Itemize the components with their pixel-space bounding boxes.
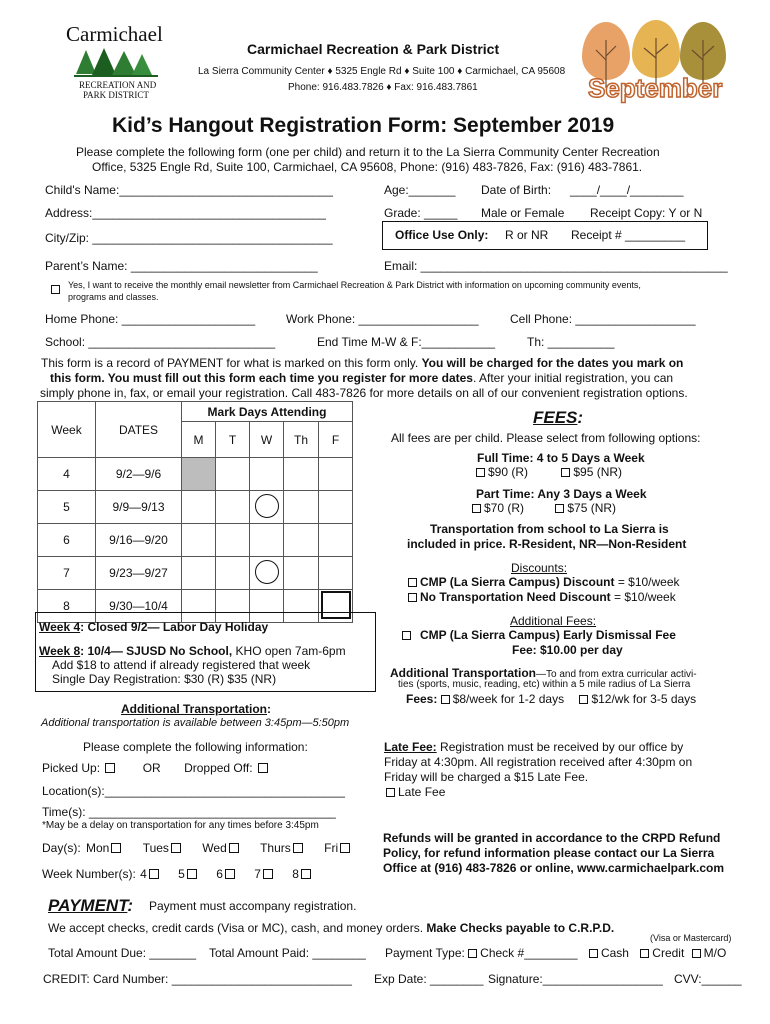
- email-field[interactable]: Email: ______________________________________________: [384, 259, 728, 273]
- mo-checkbox[interactable]: [692, 949, 701, 958]
- full-time-title: Full Time: 4 to 5 Days a Week: [477, 451, 645, 465]
- org-address: La Sierra Community Center ♦ 5325 Engle Rd ♦ Suite 100 ♦ Carmichael, CA 95608: [198, 66, 566, 77]
- transport-prompt: Please complete the following information:: [83, 740, 308, 754]
- dates-cell: 9/9—9/13: [96, 491, 182, 524]
- grade-field[interactable]: Grade: _____: [384, 206, 458, 220]
- notice-line-3: simply phone in, fax, or email your registration. Call 483-7826 for more details on all of our convenient registration options.: [40, 386, 688, 400]
- notice-line-2: this form. You must fill out this form each time you register for more dates. After your initial registration, you can: [50, 371, 674, 385]
- refund-line-1: Refunds will be granted in accordance to the CRPD Refund: [383, 831, 721, 845]
- table-row: [38, 491, 353, 524]
- dates-header: DATES: [96, 402, 182, 458]
- office-use-box: [382, 221, 708, 250]
- discount-cmp-checkbox[interactable]: [408, 578, 417, 587]
- discounts-title: Discounts:: [511, 561, 568, 575]
- week4-checkbox[interactable]: [149, 869, 159, 879]
- day-cell[interactable]: [284, 458, 319, 491]
- september-badge: [582, 20, 728, 105]
- week8-line-2: Add $18 to attend if already registered that week: [52, 658, 311, 672]
- additional-transport-line-2: ties (sports, music, reading, etc) within a 5 mile radius of La Sierra: [398, 679, 691, 690]
- intro-line-2: Office, 5325 Engle Rd, Suite 100, Carmichael, CA 95608, Phone: (916) 483-7826, Fax: (916) 483-7861.: [92, 160, 643, 174]
- check-checkbox[interactable]: [468, 949, 477, 958]
- newsletter-text-2: programs and classes.: [68, 292, 159, 302]
- thurs-checkbox[interactable]: [293, 843, 303, 853]
- picked-up-label: Picked Up:: [42, 761, 101, 775]
- payment-title: PAYMENT:: [48, 896, 134, 915]
- late-fee-line-1: Late Fee: Registration must be received by our office by: [384, 740, 684, 754]
- notes-box: [35, 612, 376, 692]
- days-row: Day(s): Mon Tues Wed Thurs Fri: [42, 841, 352, 855]
- day-cell[interactable]: [319, 524, 353, 557]
- week8-note: Week 8: 10/4— SJUSD No School, KHO open 7am-6pm: [39, 644, 346, 658]
- newsletter-text-1: Yes, I want to receive the monthly email newsletter from Carmichael Recreation & Park District with information on upcoming community events,: [68, 280, 641, 290]
- times-field[interactable]: Time(s): _____________________________________: [42, 805, 336, 819]
- day-cell[interactable]: [284, 557, 319, 590]
- discount-no-transport-checkbox[interactable]: [408, 593, 417, 602]
- day-cell[interactable]: [216, 491, 250, 524]
- circle-mark: [255, 494, 279, 518]
- transport-title: Additional Transportation:: [121, 702, 271, 716]
- visa-note: (Visa or Mastercard): [650, 933, 732, 943]
- locations-field[interactable]: Location(s):____________________________________: [42, 784, 345, 798]
- full-time-options: $90 (R) $95 (NR): [476, 465, 622, 479]
- additional-fees-title: Additional Fees:: [510, 614, 597, 628]
- address-field[interactable]: Address:___________________________________: [45, 206, 326, 220]
- dropped-off-label: Dropped Off:: [184, 761, 253, 775]
- day-header: F: [319, 422, 353, 458]
- transport-included-2: included in price. R-Resident, NR—Non-Resident: [407, 537, 687, 551]
- child-name-field[interactable]: Child's Name:________________________________: [45, 183, 333, 197]
- early-dismissal-fee: CMP (La Sierra Campus) Early Dismissal Fee: [402, 628, 676, 642]
- newsletter-checkbox[interactable]: [51, 280, 63, 298]
- additional-transport-options: Fees: $8/week for 1-2 days $12/wk for 3-5 days: [406, 692, 697, 706]
- org-phone: Phone: 916.483.7826 ♦ Fax: 916.483.7861: [288, 82, 478, 93]
- day-cell[interactable]: [216, 557, 250, 590]
- age-field[interactable]: Age:_______: [384, 183, 456, 197]
- day-cell[interactable]: [216, 524, 250, 557]
- day-cell[interactable]: [250, 491, 284, 524]
- logo-name: Carmichael: [66, 22, 163, 46]
- total-paid-field[interactable]: Total Amount Paid: ________: [209, 946, 366, 960]
- picked-up-row: [42, 761, 270, 775]
- late-fee-checkbox[interactable]: [386, 788, 395, 797]
- credit-checkbox[interactable]: [640, 949, 649, 958]
- total-due-field[interactable]: Total Amount Due: _______: [48, 946, 197, 960]
- week8-line-3: Single Day Registration: $30 (R) $35 (NR): [52, 672, 277, 686]
- mon-checkbox[interactable]: [111, 843, 121, 853]
- payment-accept: We accept checks, credit cards (Visa or MC), cash, and money orders. Make Checks payable to C.R.P.D.: [48, 921, 615, 935]
- day-header: T: [216, 422, 250, 458]
- day-cell[interactable]: [284, 524, 319, 557]
- receipt-copy-field[interactable]: Receipt Copy: Y or N: [590, 206, 703, 220]
- table-row: [38, 557, 353, 590]
- office-receipt[interactable]: Receipt # _________: [571, 228, 686, 242]
- fri-checkbox[interactable]: [340, 843, 350, 853]
- week-cell: 4: [38, 458, 96, 491]
- day-cell[interactable]: [250, 557, 284, 590]
- dates-cell: 9/23—9/27: [96, 557, 182, 590]
- dropped-off-checkbox[interactable]: [258, 763, 268, 773]
- end-time-field[interactable]: End Time M-W & F:___________: [317, 335, 496, 349]
- school-field[interactable]: School: ____________________________: [45, 335, 276, 349]
- fees-title: FEES:: [533, 408, 584, 427]
- table-row: [38, 524, 353, 557]
- part-time-title: Part Time: Any 3 Days a Week: [476, 487, 647, 501]
- tues-checkbox[interactable]: [171, 843, 181, 853]
- week-cell: 7: [38, 557, 96, 590]
- dates-cell: 9/30—10/4: [96, 590, 182, 623]
- delay-note: *May be a delay on transportation for any times before 3:45pm: [42, 820, 319, 831]
- picked-up-checkbox[interactable]: [105, 763, 115, 773]
- weeks-row: Week Number(s): 4 5 6 7 8: [42, 867, 313, 881]
- refund-line-3: Office at (916) 483-7826 or online, www.carmichaelpark.com: [383, 861, 725, 875]
- week4-note: Week 4: Closed 9/2— Labor Day Holiday: [39, 620, 269, 634]
- transport-1-2-checkbox[interactable]: [441, 695, 450, 704]
- day-cell[interactable]: [250, 524, 284, 557]
- day-cell-closed: [182, 458, 216, 491]
- cell-phone-field[interactable]: Cell Phone: __________________: [510, 312, 696, 326]
- office-use-label: Office Use Only:: [395, 228, 489, 242]
- day-cell[interactable]: [284, 491, 319, 524]
- week-header: Week: [38, 402, 96, 458]
- day-cell[interactable]: [250, 458, 284, 491]
- transport-3-5-checkbox[interactable]: [579, 695, 588, 704]
- payment-type: Payment Type: Check #________ Cash Credit M/O: [385, 946, 727, 960]
- day-cell[interactable]: [319, 491, 353, 524]
- part-nr-checkbox[interactable]: [555, 504, 564, 513]
- discount-no-transport: No Transportation Need Discount = $10/week: [408, 590, 676, 604]
- week-cell: 5: [38, 491, 96, 524]
- day-header: M: [182, 422, 216, 458]
- early-dismissal-amount: Fee: $10.00 per day: [512, 643, 623, 657]
- mark-days-header: Mark Days Attending: [182, 402, 353, 422]
- late-fee-line-2: Friday at 4:30pm. All registration received after 4:30pm on: [384, 755, 693, 769]
- dob-label: Date of Birth:: [481, 183, 552, 197]
- page-title: Kid’s Hangout Registration Form: September 2019: [112, 114, 615, 137]
- intro-line-1: Please complete the following form (one per child) and return it to the La Sierra Community Center Recreation: [76, 145, 660, 159]
- dates-cell: 9/2—9/6: [96, 458, 182, 491]
- week-cell: 6: [38, 524, 96, 557]
- day-cell[interactable]: [182, 491, 216, 524]
- week5-checkbox[interactable]: [187, 869, 197, 879]
- cash-checkbox[interactable]: [589, 949, 598, 958]
- exp-date-field[interactable]: Exp Date: ________: [374, 972, 484, 986]
- day-cell[interactable]: [182, 557, 216, 590]
- september-label: September: [588, 73, 723, 103]
- circle-mark: [255, 560, 279, 584]
- refund-line-2: Policy, for refund information please contact our La Sierra: [383, 846, 715, 860]
- full-r-checkbox[interactable]: [476, 468, 485, 477]
- week-cell: 8: [38, 590, 96, 623]
- dob-field[interactable]: ____/____/________: [570, 183, 684, 197]
- dates-cell: 9/16—9/20: [96, 524, 182, 557]
- cvv-field[interactable]: CVV:______: [674, 972, 742, 986]
- logo-line1: RECREATION AND: [79, 80, 157, 90]
- parent-name-field[interactable]: Parent’s Name: ____________________________: [45, 259, 318, 273]
- day-header: Th: [284, 422, 319, 458]
- day-cell[interactable]: [182, 524, 216, 557]
- transport-included-1: Transportation from school to La Sierra is: [430, 522, 669, 536]
- day-cell[interactable]: [319, 557, 353, 590]
- work-phone-field[interactable]: Work Phone: __________________: [286, 312, 479, 326]
- part-r-checkbox[interactable]: [472, 504, 481, 513]
- org-name: Carmichael Recreation & Park District: [247, 41, 500, 57]
- attendance-table: [37, 401, 353, 623]
- logo-line2: PARK DISTRICT: [83, 90, 149, 100]
- gender-field[interactable]: Male or Female: [481, 206, 565, 220]
- late-fee-check: Late Fee: [386, 785, 445, 799]
- card-number-field[interactable]: CREDIT: Card Number: ___________________________: [43, 972, 352, 986]
- week6-checkbox[interactable]: [225, 869, 235, 879]
- day-header: W: [250, 422, 284, 458]
- logo: [66, 22, 166, 102]
- late-fee-line-3: Friday will be charged a $15 Late Fee.: [384, 770, 589, 784]
- discount-cmp: CMP (La Sierra Campus) Discount = $10/week: [408, 575, 680, 589]
- wed-checkbox[interactable]: [229, 843, 239, 853]
- home-phone-field[interactable]: Home Phone: ____________________: [45, 312, 256, 326]
- notice-line-1: This form is a record of PAYMENT for what is marked on this form only. You will be charged for the dates you mark on: [41, 356, 684, 370]
- signature-field[interactable]: Signature:__________________: [488, 972, 663, 986]
- payment-subtitle: Payment must accompany registration.: [149, 899, 357, 913]
- additional-transport-fee: Additional Transportation—To and from extra curricular activi-: [390, 666, 697, 680]
- part-time-options: $70 (R) $75 (NR): [472, 501, 616, 515]
- day-cell[interactable]: [216, 458, 250, 491]
- fees-intro: All fees are per child. Please select from following options:: [391, 431, 701, 445]
- tree-icon: [74, 48, 158, 78]
- or-label: OR: [142, 761, 161, 775]
- week7-checkbox[interactable]: [263, 869, 273, 879]
- early-dismissal-checkbox[interactable]: [402, 631, 411, 640]
- thursday-time-field[interactable]: Th: __________: [527, 335, 615, 349]
- table-row: [38, 458, 353, 491]
- transport-subtitle: Additional transportation is available between 3:45pm—5:50pm: [41, 717, 350, 729]
- day-cell[interactable]: [319, 458, 353, 491]
- week8-checkbox[interactable]: [301, 869, 311, 879]
- full-nr-checkbox[interactable]: [561, 468, 570, 477]
- office-r-nr[interactable]: R or NR: [505, 228, 549, 242]
- city-field[interactable]: City/Zip: ____________________________________: [45, 231, 333, 245]
